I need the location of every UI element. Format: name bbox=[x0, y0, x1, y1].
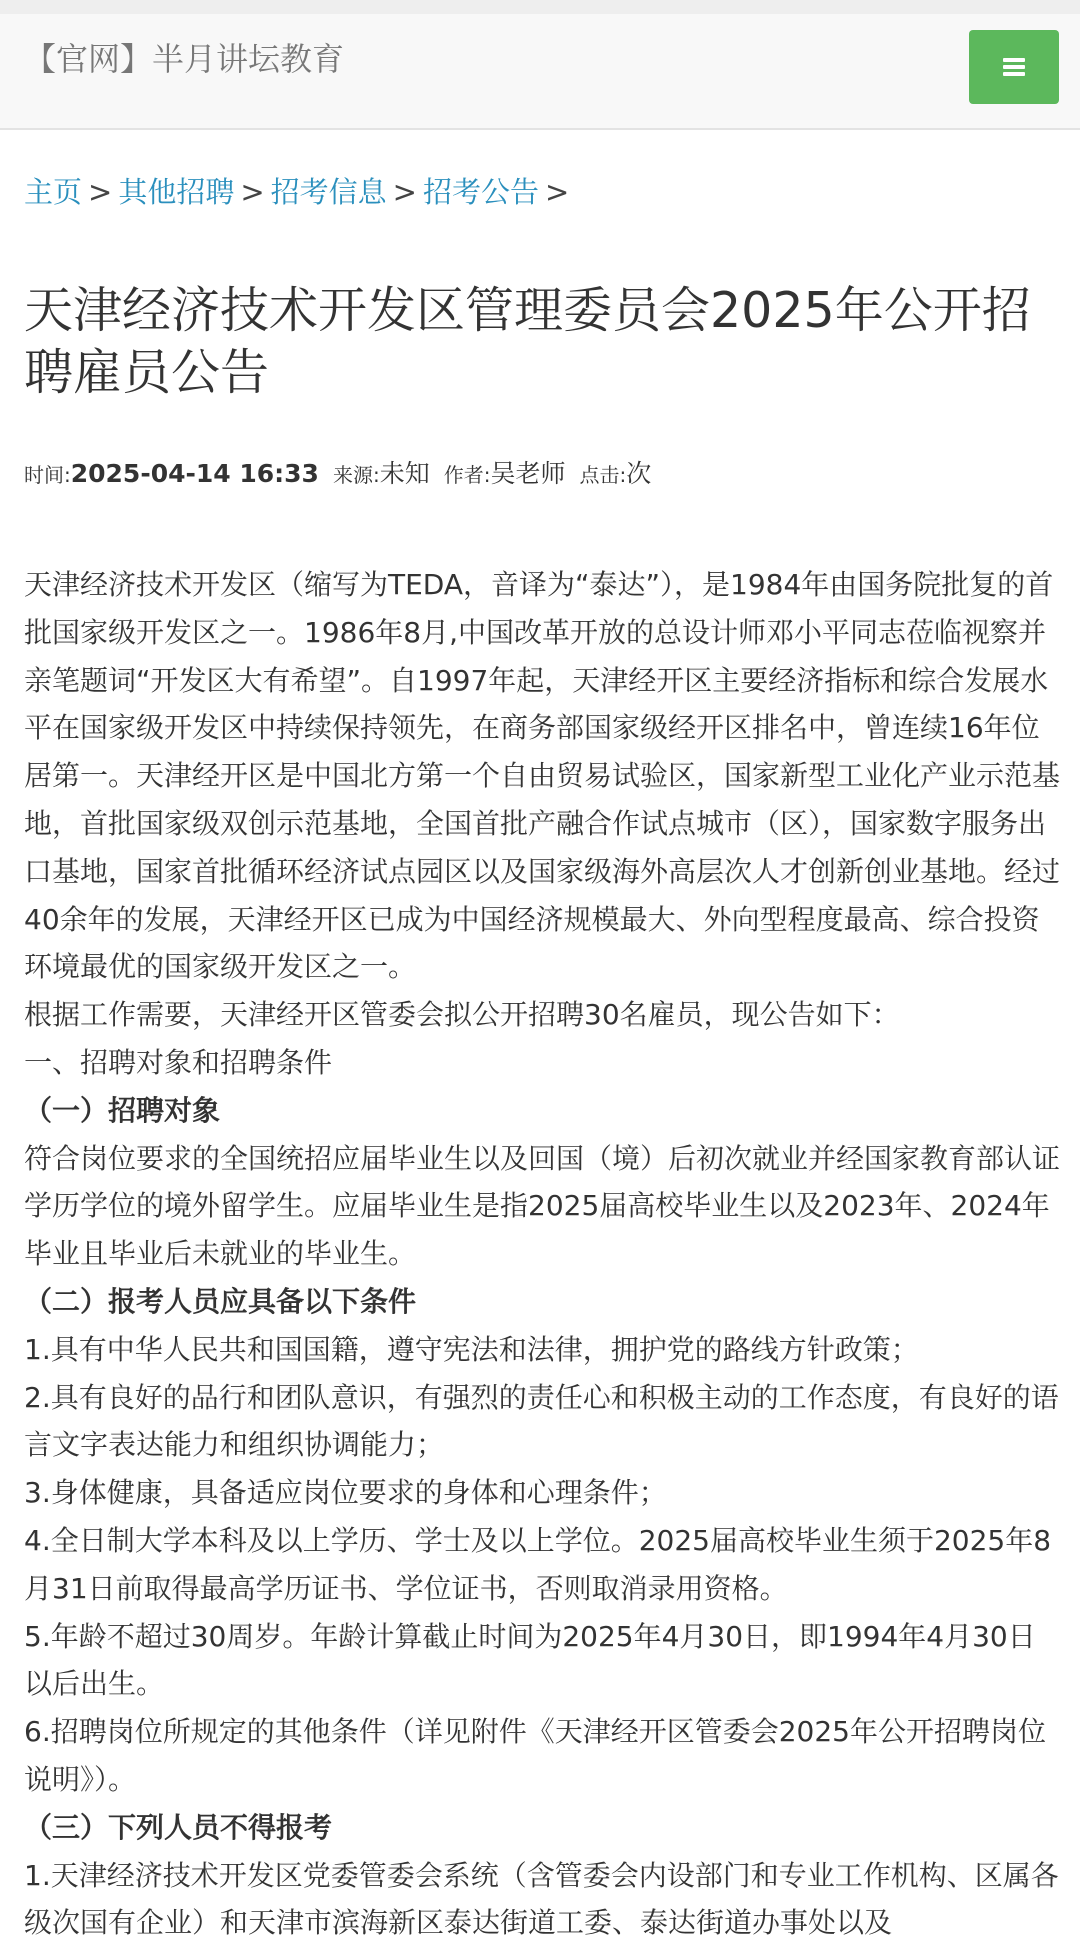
breadcrumb-exam-info-link[interactable]: 招考信息 bbox=[270, 175, 387, 209]
breadcrumb-separator: > bbox=[240, 175, 265, 209]
hamburger-menu-icon bbox=[1003, 58, 1025, 76]
source-label: 来源: bbox=[332, 463, 380, 487]
subsection-heading: （二）报考人员应具备以下条件 bbox=[24, 1284, 417, 1318]
condition-item: 4.全日制大学本科及以上学历、学士及以上学位。2025届高校毕业生须于2025年8月31日前取得最高学历证书、学位证书，否则取消录用资格。 bbox=[24, 1523, 1052, 1605]
subsection-heading: （一）招聘对象 bbox=[24, 1093, 221, 1127]
breadcrumb-home-link[interactable]: 主页 bbox=[24, 175, 83, 209]
author-value: 吴老师 bbox=[490, 459, 566, 488]
article-title: 天津经济技术开发区管理委员会2025年公开招聘雇员公告 bbox=[24, 282, 1031, 401]
site-brand[interactable]: 【官网】半月讲坛教育 bbox=[24, 40, 345, 78]
content-paragraph: 符合岗位要求的全国统招应届毕业生以及回国（境）后初次就业并经国家教育部认证学历学位的境外留学生。应届毕业生是指2025届高校毕业生以及2023年、2024年毕业且毕业后未就业的毕业生。 bbox=[24, 1141, 1061, 1271]
subsection-heading: （三）下列人员不得报考 bbox=[24, 1810, 333, 1844]
source-value: 未知 bbox=[379, 459, 430, 488]
breadcrumb-separator: > bbox=[545, 175, 570, 209]
breadcrumb-exam-notice-link[interactable]: 招考公告 bbox=[422, 175, 539, 209]
menu-toggle-button[interactable] bbox=[969, 30, 1059, 104]
breadcrumb bbox=[24, 170, 575, 211]
breadcrumb-separator: > bbox=[392, 175, 417, 209]
section-heading: 一、招聘对象和招聘条件 bbox=[24, 1045, 333, 1079]
intro-paragraph: 天津经济技术开发区（缩写为TEDA，音译为“泰达”），是1984年由国务院批复的首批国家级开发区之一。1986年8月,中国改革开放的总设计师邓小平同志莅临视察并亲笔题词“开发区大有希望”。自1997年起，天津经开区主要经济指标和综合发展水平在国家级开发区中持续保持领先，在商务部国家级经开区排名中，曾连续16年位居第一。天津经开区是中国北方第一个自由贸易试验区，国家新型工业化产业示范基地，首批国家级双创示范基地，全国首批产融合作试点城市（区），国家数字服务出口基地，国家首批循环经济试点园区以及国家级海外高层次人才创新创业基地。经过40余年的发展，天津经开区已成为中国经济规模最大、外向型程度最高、综合投资环境最优的国家级开发区之一。 bbox=[24, 568, 1061, 984]
condition-item: 6.招聘岗位所规定的其他条件（详见附件《天津经开区管委会2025年公开招聘岗位说明》）。 bbox=[24, 1715, 1046, 1796]
clicks-value: 次 bbox=[626, 459, 652, 488]
condition-item: 2.具有良好的品行和团队意识，有强烈的责任心和积极主动的工作态度，有良好的语言文字表达能力和组织协调能力； bbox=[24, 1380, 1059, 1462]
article-meta bbox=[24, 454, 665, 490]
time-label: 时间: bbox=[24, 463, 71, 487]
breadcrumb-other-jobs-link[interactable]: 其他招聘 bbox=[118, 175, 235, 209]
condition-item: 3.身体健康，具备适应岗位要求的身体和心理条件； bbox=[24, 1476, 667, 1510]
exclusion-item: 1.天津经济技术开发区党委管委会系统（含管委会内设部门和专业工作机构、区属各级次国有企业）和天津市滨海新区泰达街道工委、泰达街道办事处以及 bbox=[24, 1858, 1059, 1940]
status-bar bbox=[0, 0, 1080, 14]
notice-paragraph: 根据工作需要，天津经开区管委会拟公开招聘30名雇员，现公告如下： bbox=[24, 998, 900, 1032]
condition-item: 1.具有中华人民共和国国籍，遵守宪法和法律，拥护党的路线方针政策； bbox=[24, 1332, 919, 1366]
breadcrumb-separator: > bbox=[88, 175, 113, 209]
site-header bbox=[0, 14, 1080, 130]
author-label: 作者: bbox=[443, 463, 491, 487]
article-content bbox=[24, 561, 1060, 1947]
publish-time: 2025-04-14 16:33 bbox=[70, 459, 319, 488]
clicks-label: 点击: bbox=[579, 463, 627, 487]
condition-item: 5.年龄不超过30周岁。年龄计算截止时间为2025年4月30日，即1994年4月30日以后出生。 bbox=[24, 1619, 1036, 1701]
